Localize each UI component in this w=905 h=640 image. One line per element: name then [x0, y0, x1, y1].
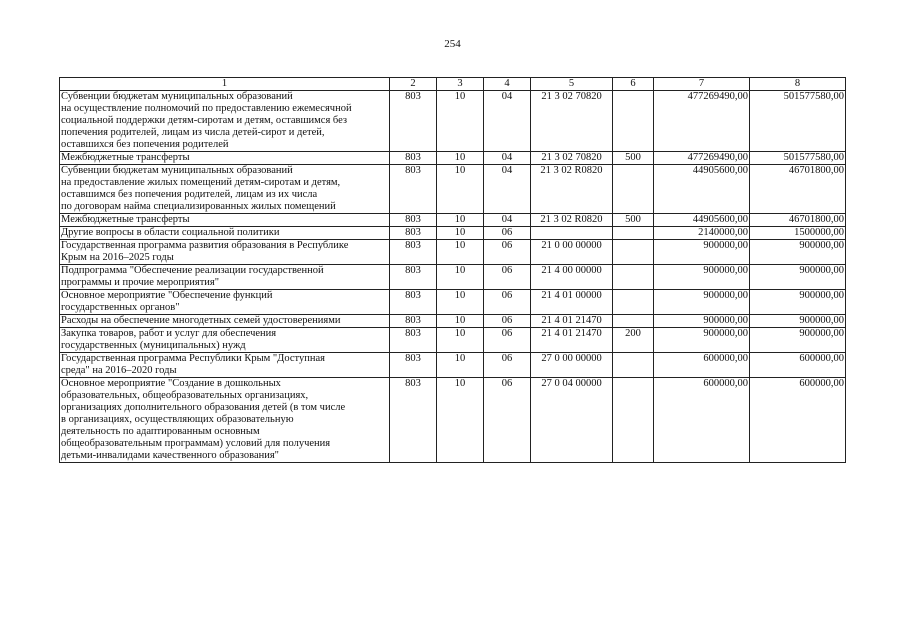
cell-ministry-code: 803 [390, 290, 437, 315]
cell-amount-col8: 46701800,00 [750, 165, 846, 214]
cell-subsection: 06 [484, 353, 531, 378]
cell-expense-type [613, 290, 654, 315]
table-row [60, 265, 846, 290]
cell-expense-type [613, 353, 654, 378]
column-header: 2 [390, 78, 437, 91]
cell-ministry-code: 803 [390, 265, 437, 290]
table-row [60, 378, 846, 463]
cell-subsection: 06 [484, 315, 531, 328]
table-row [60, 240, 846, 265]
table-row [60, 353, 846, 378]
cell-amount-col8: 501577580,00 [750, 152, 846, 165]
cell-subsection: 06 [484, 227, 531, 240]
cell-ministry-code: 803 [390, 315, 437, 328]
row-description: Межбюджетные трансферты [60, 214, 390, 227]
cell-expense-type [613, 240, 654, 265]
cell-ministry-code: 803 [390, 165, 437, 214]
cell-amount-col7: 600000,00 [654, 353, 750, 378]
row-description: Субвенции бюджетам муниципальных образований на предоставление жилых помещений детям-сиротам и детям, оставшимся без попечения родителей, лицам из их числа по договорам найма специализированных жилых помещений [60, 165, 390, 214]
cell-ministry-code: 803 [390, 378, 437, 463]
cell-amount-col7: 900000,00 [654, 328, 750, 353]
cell-section: 10 [437, 227, 484, 240]
cell-section: 10 [437, 240, 484, 265]
cell-ministry-code: 803 [390, 328, 437, 353]
cell-section: 10 [437, 315, 484, 328]
cell-section: 10 [437, 328, 484, 353]
cell-target-article [531, 227, 613, 240]
cell-expense-type [613, 91, 654, 152]
cell-section: 10 [437, 353, 484, 378]
row-description: Другие вопросы в области социальной политики [60, 227, 390, 240]
row-description: Закупка товаров, работ и услуг для обеспечения государственных (муниципальных) нужд [60, 328, 390, 353]
cell-amount-col7: 44905600,00 [654, 165, 750, 214]
cell-ministry-code: 803 [390, 152, 437, 165]
cell-subsection: 06 [484, 328, 531, 353]
cell-target-article: 21 4 01 00000 [531, 290, 613, 315]
cell-amount-col8: 46701800,00 [750, 214, 846, 227]
table-row [60, 227, 846, 240]
cell-amount-col8: 600000,00 [750, 353, 846, 378]
cell-amount-col7: 477269490,00 [654, 152, 750, 165]
cell-ministry-code: 803 [390, 227, 437, 240]
table-row [60, 290, 846, 315]
cell-amount-col7: 900000,00 [654, 240, 750, 265]
cell-section: 10 [437, 91, 484, 152]
table-row [60, 152, 846, 165]
cell-target-article: 27 0 00 00000 [531, 353, 613, 378]
row-description: Государственная программа Республики Крым "Доступная среда" на 2016–2020 годы [60, 353, 390, 378]
cell-amount-col8: 501577580,00 [750, 91, 846, 152]
page-number: 254 [444, 38, 461, 50]
column-header: 1 [60, 78, 390, 91]
cell-ministry-code: 803 [390, 91, 437, 152]
row-description: Государственная программа развития образования в Республике Крым на 2016–2025 годы [60, 240, 390, 265]
cell-target-article: 21 3 02 R0820 [531, 214, 613, 227]
cell-expense-type [613, 378, 654, 463]
row-description: Субвенции бюджетам муниципальных образований на осуществление полномочий по предоставлению ежемесячной социальной поддержки детям-сиротам и детям, оставшимся без попечения родителей, лицам из числа детей-сирот и детей, оставшихся без попечения родителей [60, 91, 390, 152]
cell-target-article: 21 3 02 R0820 [531, 165, 613, 214]
cell-target-article: 21 0 00 00000 [531, 240, 613, 265]
cell-expense-type: 200 [613, 328, 654, 353]
column-header: 4 [484, 78, 531, 91]
cell-section: 10 [437, 378, 484, 463]
table-row [60, 214, 846, 227]
cell-amount-col8: 600000,00 [750, 378, 846, 463]
cell-target-article: 21 4 01 21470 [531, 328, 613, 353]
column-header: 7 [654, 78, 750, 91]
cell-amount-col7: 900000,00 [654, 315, 750, 328]
cell-expense-type: 500 [613, 214, 654, 227]
cell-amount-col7: 477269490,00 [654, 91, 750, 152]
row-description: Расходы на обеспечение многодетных семей удостоверениями [60, 315, 390, 328]
column-header: 8 [750, 78, 846, 91]
cell-subsection: 04 [484, 214, 531, 227]
cell-amount-col8: 900000,00 [750, 265, 846, 290]
table-row [60, 328, 846, 353]
cell-amount-col7: 44905600,00 [654, 214, 750, 227]
cell-amount-col8: 900000,00 [750, 290, 846, 315]
column-header: 5 [531, 78, 613, 91]
cell-subsection: 06 [484, 240, 531, 265]
column-header: 3 [437, 78, 484, 91]
cell-amount-col7: 900000,00 [654, 290, 750, 315]
cell-subsection: 04 [484, 165, 531, 214]
table-body [60, 91, 846, 463]
cell-subsection: 04 [484, 152, 531, 165]
cell-subsection: 06 [484, 265, 531, 290]
cell-section: 10 [437, 265, 484, 290]
column-header: 6 [613, 78, 654, 91]
row-description: Межбюджетные трансферты [60, 152, 390, 165]
table-row [60, 165, 846, 214]
cell-expense-type: 500 [613, 152, 654, 165]
cell-subsection: 06 [484, 378, 531, 463]
cell-expense-type [613, 165, 654, 214]
cell-amount-col8: 900000,00 [750, 328, 846, 353]
cell-ministry-code: 803 [390, 353, 437, 378]
row-description: Основное мероприятие "Создание в дошкольных образовательных, общеобразовательных организациях, организациях дополнительного образования детей (в том числе в организациях, осуществляющих образовательную деятельность по адаптированным основным общеобразовательным программам) условий для получения детьми-инвалидами качественного образования" [60, 378, 390, 463]
cell-amount-col7: 2140000,00 [654, 227, 750, 240]
cell-amount-col8: 900000,00 [750, 315, 846, 328]
cell-expense-type [613, 227, 654, 240]
cell-expense-type [613, 265, 654, 290]
row-description: Основное мероприятие "Обеспечение функций государственных органов" [60, 290, 390, 315]
cell-target-article: 21 3 02 70820 [531, 152, 613, 165]
table-row [60, 91, 846, 152]
cell-subsection: 06 [484, 290, 531, 315]
cell-section: 10 [437, 290, 484, 315]
cell-amount-col7: 900000,00 [654, 265, 750, 290]
cell-section: 10 [437, 152, 484, 165]
budget-table [59, 77, 846, 463]
cell-target-article: 21 4 01 21470 [531, 315, 613, 328]
cell-target-article: 27 0 04 00000 [531, 378, 613, 463]
table-header-row [60, 78, 846, 91]
row-description: Подпрограмма "Обеспечение реализации государственной программы и прочие мероприятия" [60, 265, 390, 290]
cell-amount-col8: 900000,00 [750, 240, 846, 265]
cell-target-article: 21 4 00 00000 [531, 265, 613, 290]
table-row [60, 315, 846, 328]
cell-amount-col8: 1500000,00 [750, 227, 846, 240]
cell-ministry-code: 803 [390, 214, 437, 227]
cell-section: 10 [437, 214, 484, 227]
cell-expense-type [613, 315, 654, 328]
cell-section: 10 [437, 165, 484, 214]
cell-ministry-code: 803 [390, 240, 437, 265]
cell-amount-col7: 600000,00 [654, 378, 750, 463]
cell-subsection: 04 [484, 91, 531, 152]
cell-target-article: 21 3 02 70820 [531, 91, 613, 152]
